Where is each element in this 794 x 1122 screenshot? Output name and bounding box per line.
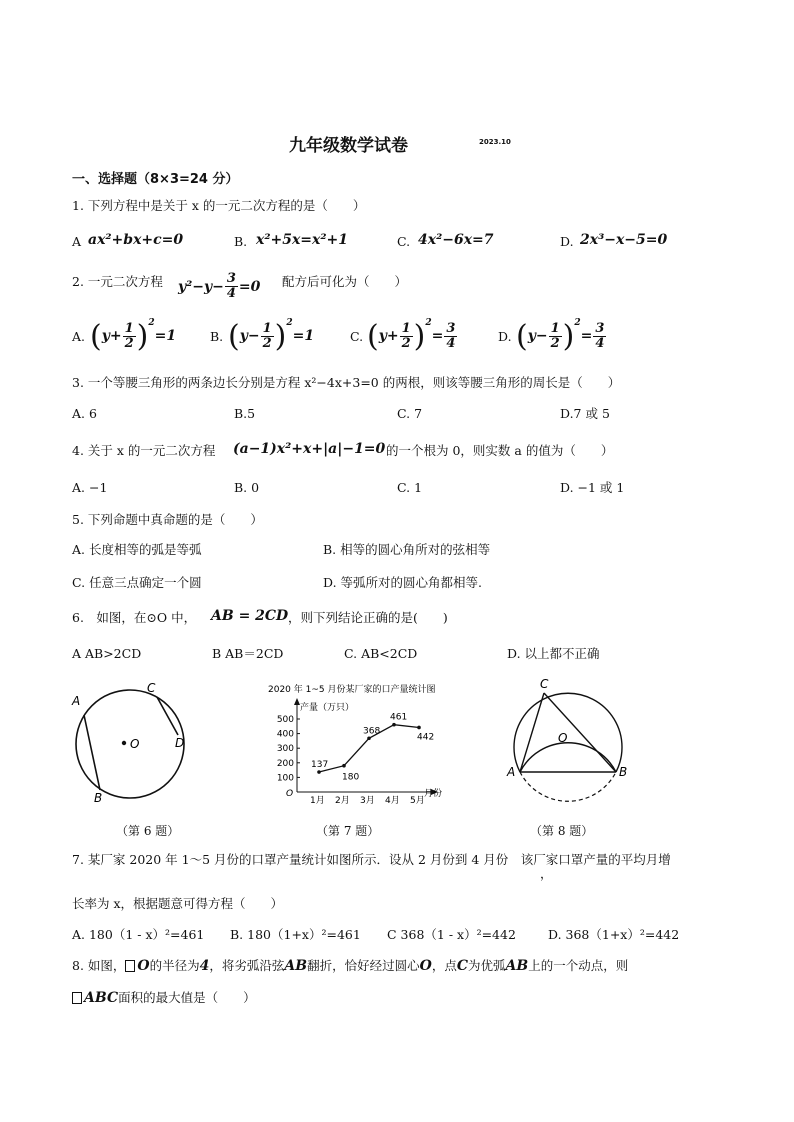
circle-symbol-icon bbox=[125, 960, 135, 972]
data-label: 461 bbox=[390, 712, 408, 723]
chord-cd bbox=[157, 697, 178, 735]
data-label: 368 bbox=[363, 726, 381, 737]
figure-6-caption: （第 6 题） bbox=[116, 824, 180, 838]
q4-stem-prefix: 4. 关于 x 的一元二次方程 bbox=[72, 443, 216, 458]
q8-math: AB bbox=[505, 958, 529, 974]
chord-ab bbox=[84, 715, 100, 790]
chart-title: 2020 年 1~5 月份某厂家的口产量统计图 bbox=[268, 685, 436, 695]
op: − bbox=[535, 328, 548, 344]
q3-option-a: A. 6 bbox=[72, 406, 97, 421]
q6-option-a: A AB>2CD bbox=[72, 646, 142, 661]
q8-math: O bbox=[419, 958, 432, 974]
q8-line2 bbox=[72, 990, 256, 1006]
paren-close: ) bbox=[136, 318, 149, 354]
data-label: 180 bbox=[342, 772, 360, 783]
q1-option-d-label: D. bbox=[560, 234, 574, 249]
label-b: B bbox=[619, 765, 628, 779]
q2-fraction bbox=[225, 272, 238, 301]
exam-date: 2023.10 bbox=[479, 138, 511, 146]
q6-option-b: B AB＝2CD bbox=[212, 646, 284, 661]
x-tick-label: 4月 bbox=[385, 796, 400, 805]
den: 2 bbox=[262, 335, 272, 351]
q1-option-a: ax²+bx+c=0 bbox=[88, 232, 184, 248]
den: 4 bbox=[446, 335, 456, 351]
paren-close: ) bbox=[562, 318, 575, 354]
q8-text: 为优弧 bbox=[467, 958, 506, 973]
q5-stem: 5. 下列命题中真命题的是（ ） bbox=[72, 512, 263, 527]
rhs: =1 bbox=[154, 328, 177, 344]
q3-option-c: C. 7 bbox=[397, 406, 423, 421]
x-axis-label: 月份 bbox=[424, 789, 443, 799]
q5-option-a: A. 长度相等的弧是等弧 bbox=[72, 542, 202, 557]
var-y: y bbox=[101, 328, 110, 344]
data-point bbox=[317, 770, 321, 774]
figure-7-chart bbox=[262, 680, 472, 805]
den: 2 bbox=[550, 335, 560, 351]
exponent: 2 bbox=[574, 318, 581, 328]
rhs: =1 bbox=[292, 328, 315, 344]
paren-open: ( bbox=[228, 318, 240, 354]
label-d: D bbox=[175, 736, 185, 750]
q7-line1: 7. 某厂家 2020 年 1～5 月份的口罩产量统计如图所示．设从 2 月份到 4 月份 该厂家口罩产量的平均月增 bbox=[72, 852, 671, 867]
q3-option-b: B.5 bbox=[234, 406, 256, 421]
label-a: A bbox=[507, 765, 516, 779]
op: − bbox=[247, 328, 260, 344]
q8-math: C bbox=[456, 958, 468, 974]
q4-option-c: C. 1 bbox=[397, 480, 423, 495]
q6-option-c: C. AB<2CD bbox=[344, 646, 418, 661]
q4-option-b: B. 0 bbox=[234, 480, 260, 495]
q2-option-b bbox=[228, 314, 314, 358]
x-tick-label: 2月 bbox=[335, 796, 350, 805]
q8-math: AB bbox=[284, 958, 308, 974]
y-tick-label: 400 bbox=[276, 729, 294, 740]
data-point bbox=[417, 726, 421, 730]
folded-arc bbox=[520, 743, 616, 772]
q7-option-d: D. 368（1+x）²=442 bbox=[548, 927, 680, 942]
var-y: y bbox=[378, 328, 387, 344]
q2-equation bbox=[178, 272, 260, 301]
q1-option-c: 4x²−6x=7 bbox=[418, 232, 494, 248]
q8-text: 8. 如图， bbox=[72, 958, 126, 973]
op: + bbox=[109, 328, 122, 344]
q2-option-d-label: D. bbox=[498, 329, 512, 344]
q7-option-b: B. 180（1+x）²=461 bbox=[230, 927, 361, 942]
q7-option-c: C 368（1 - x）²=442 bbox=[387, 927, 516, 942]
section-heading: 一、选择题（8×3=24 分） bbox=[72, 172, 239, 187]
q1-option-a-label: A bbox=[72, 234, 82, 249]
q3-option-d: D.7 或 5 bbox=[560, 406, 610, 421]
label-o: O bbox=[130, 737, 140, 751]
label-c: C bbox=[147, 681, 156, 695]
q3-stem: 3. 一个等腰三角形的两条边长分别是方程 x²−4x+3=0 的两根，则该等腰三角形的周长是（ ） bbox=[72, 375, 621, 390]
q1-stem: 1. 下列方程中是关于 x 的一元二次方程的是（ ） bbox=[72, 198, 366, 213]
y-tick-label: 200 bbox=[276, 758, 294, 769]
label-o: O bbox=[558, 731, 568, 745]
q6-stem-prefix: 6. 如图，在⊙O 中， bbox=[72, 610, 197, 625]
num: 3 bbox=[595, 320, 605, 336]
q4-option-a: A. −1 bbox=[72, 480, 108, 495]
q2-option-c bbox=[367, 314, 458, 358]
rhs-eq: = bbox=[431, 328, 444, 344]
paren-open: ( bbox=[90, 318, 102, 354]
q8-math: 4 bbox=[199, 958, 210, 974]
q2-option-d bbox=[516, 314, 607, 358]
q2-option-a-label: A. bbox=[72, 329, 86, 344]
q2-stem-suffix: 配方后可化为（ ） bbox=[282, 274, 408, 289]
data-point bbox=[367, 736, 371, 740]
page-title: 九年级数学试卷 bbox=[289, 136, 408, 156]
y-tick-label: 100 bbox=[276, 773, 294, 784]
num: 3 bbox=[446, 320, 456, 336]
q7-comma: ， bbox=[540, 866, 553, 881]
y-tick-label: 300 bbox=[276, 744, 294, 755]
q6-equation: AB = 2CD bbox=[211, 608, 289, 624]
q8-text: ，将劣弧沿弦 bbox=[209, 958, 285, 973]
figure-8-circle bbox=[500, 678, 640, 813]
num: 1 bbox=[401, 320, 411, 336]
y-axis-label: 产量（万只） bbox=[300, 703, 355, 713]
q2-option-a bbox=[90, 314, 176, 358]
q8-math: ABC bbox=[84, 990, 119, 1006]
q4-equation: (a−1)x²+x+|a|−1=0 bbox=[233, 441, 386, 457]
frac-rhs bbox=[593, 322, 606, 351]
den: 4 bbox=[595, 335, 605, 351]
paren-open: ( bbox=[516, 318, 528, 354]
label-b: B bbox=[94, 791, 103, 805]
q4-option-d: D. −1 或 1 bbox=[560, 480, 625, 495]
q2-option-b-label: B. bbox=[210, 329, 224, 344]
q8-text: ，点 bbox=[431, 958, 457, 973]
q5-option-c: C. 任意三点确定一个圆 bbox=[72, 575, 202, 590]
q1-option-d: 2x³−x−5=0 bbox=[580, 232, 668, 248]
q2-frac-num: 3 bbox=[226, 271, 236, 286]
q5-option-d: D. 等弧所对的圆心角都相等. bbox=[323, 575, 482, 590]
label-a: A bbox=[72, 694, 81, 708]
q8-text: 的半径为 bbox=[149, 958, 200, 973]
data-label: 442 bbox=[417, 732, 435, 743]
q4-stem-suffix: 的一个根为 0，则实数 a 的值为（ ） bbox=[386, 443, 614, 458]
var-y: y bbox=[527, 328, 536, 344]
q2-eq-part2: =0 bbox=[238, 278, 261, 295]
y-tick-label: 500 bbox=[276, 715, 294, 725]
var-y: y bbox=[239, 328, 248, 344]
figure-7-caption: （第 7 题） bbox=[316, 824, 380, 838]
den: 2 bbox=[401, 335, 411, 351]
exponent: 2 bbox=[148, 318, 155, 328]
q2-stem-prefix: 2. 一元二次方程 bbox=[72, 274, 163, 289]
x-tick-label: 3月 bbox=[360, 796, 375, 805]
segment-ac bbox=[520, 693, 544, 772]
data-point bbox=[342, 764, 346, 768]
q8-math: O bbox=[137, 958, 150, 974]
paren-close: ) bbox=[413, 318, 426, 354]
segment-bc bbox=[544, 693, 616, 772]
exponent: 2 bbox=[425, 318, 432, 328]
triangle-symbol-icon bbox=[72, 992, 82, 1004]
q8-text: 面积的最大值是（ ） bbox=[118, 990, 256, 1005]
num: 1 bbox=[550, 320, 560, 336]
paren-close: ) bbox=[274, 318, 287, 354]
exponent: 2 bbox=[286, 318, 293, 328]
q2-frac-den: 4 bbox=[226, 286, 236, 301]
x-tick-label: 5月 bbox=[410, 796, 425, 805]
den: 2 bbox=[124, 335, 134, 351]
label-c: C bbox=[540, 678, 549, 691]
frac bbox=[123, 322, 136, 351]
q1-option-b: x²+5x=x²+1 bbox=[256, 232, 348, 248]
minor-arc-dashed bbox=[520, 772, 616, 801]
q7-option-a: A. 180（1 - x）²=461 bbox=[72, 927, 205, 942]
q2-eq-part1: y²−y− bbox=[178, 278, 224, 295]
q1-option-c-label: C. bbox=[397, 234, 411, 249]
op: + bbox=[386, 328, 399, 344]
origin-label: O bbox=[286, 789, 294, 799]
center-dot bbox=[122, 741, 126, 745]
q6-option-d: D. 以上都不正确 bbox=[507, 646, 600, 661]
frac bbox=[261, 322, 274, 351]
q8-text: 上的一个动点，则 bbox=[528, 958, 629, 973]
q8-text: 翻折，恰好经过圆心 bbox=[307, 958, 420, 973]
chart-marks bbox=[277, 713, 434, 805]
frac bbox=[400, 322, 413, 351]
q2-option-c-label: C. bbox=[350, 329, 364, 344]
q7-line2: 长率为 x，根据题意可得方程（ ） bbox=[72, 896, 284, 911]
q1-option-b-label: B. bbox=[234, 234, 248, 249]
q5-option-b: B. 相等的圆心角所对的弦相等 bbox=[323, 542, 491, 557]
q8-line1 bbox=[72, 958, 628, 974]
q6-stem-suffix: ，则下列结论正确的是( ) bbox=[288, 610, 448, 625]
num: 1 bbox=[124, 320, 134, 336]
data-point bbox=[392, 723, 396, 727]
frac-rhs bbox=[444, 322, 457, 351]
figure-8-caption: （第 8 题） bbox=[530, 824, 594, 838]
paren-open: ( bbox=[367, 318, 379, 354]
x-tick-label: 1月 bbox=[310, 796, 325, 805]
data-label: 137 bbox=[311, 759, 329, 770]
frac bbox=[549, 322, 562, 351]
rhs-eq: = bbox=[580, 328, 593, 344]
num: 1 bbox=[262, 320, 272, 336]
figure-6-circle bbox=[62, 680, 202, 810]
